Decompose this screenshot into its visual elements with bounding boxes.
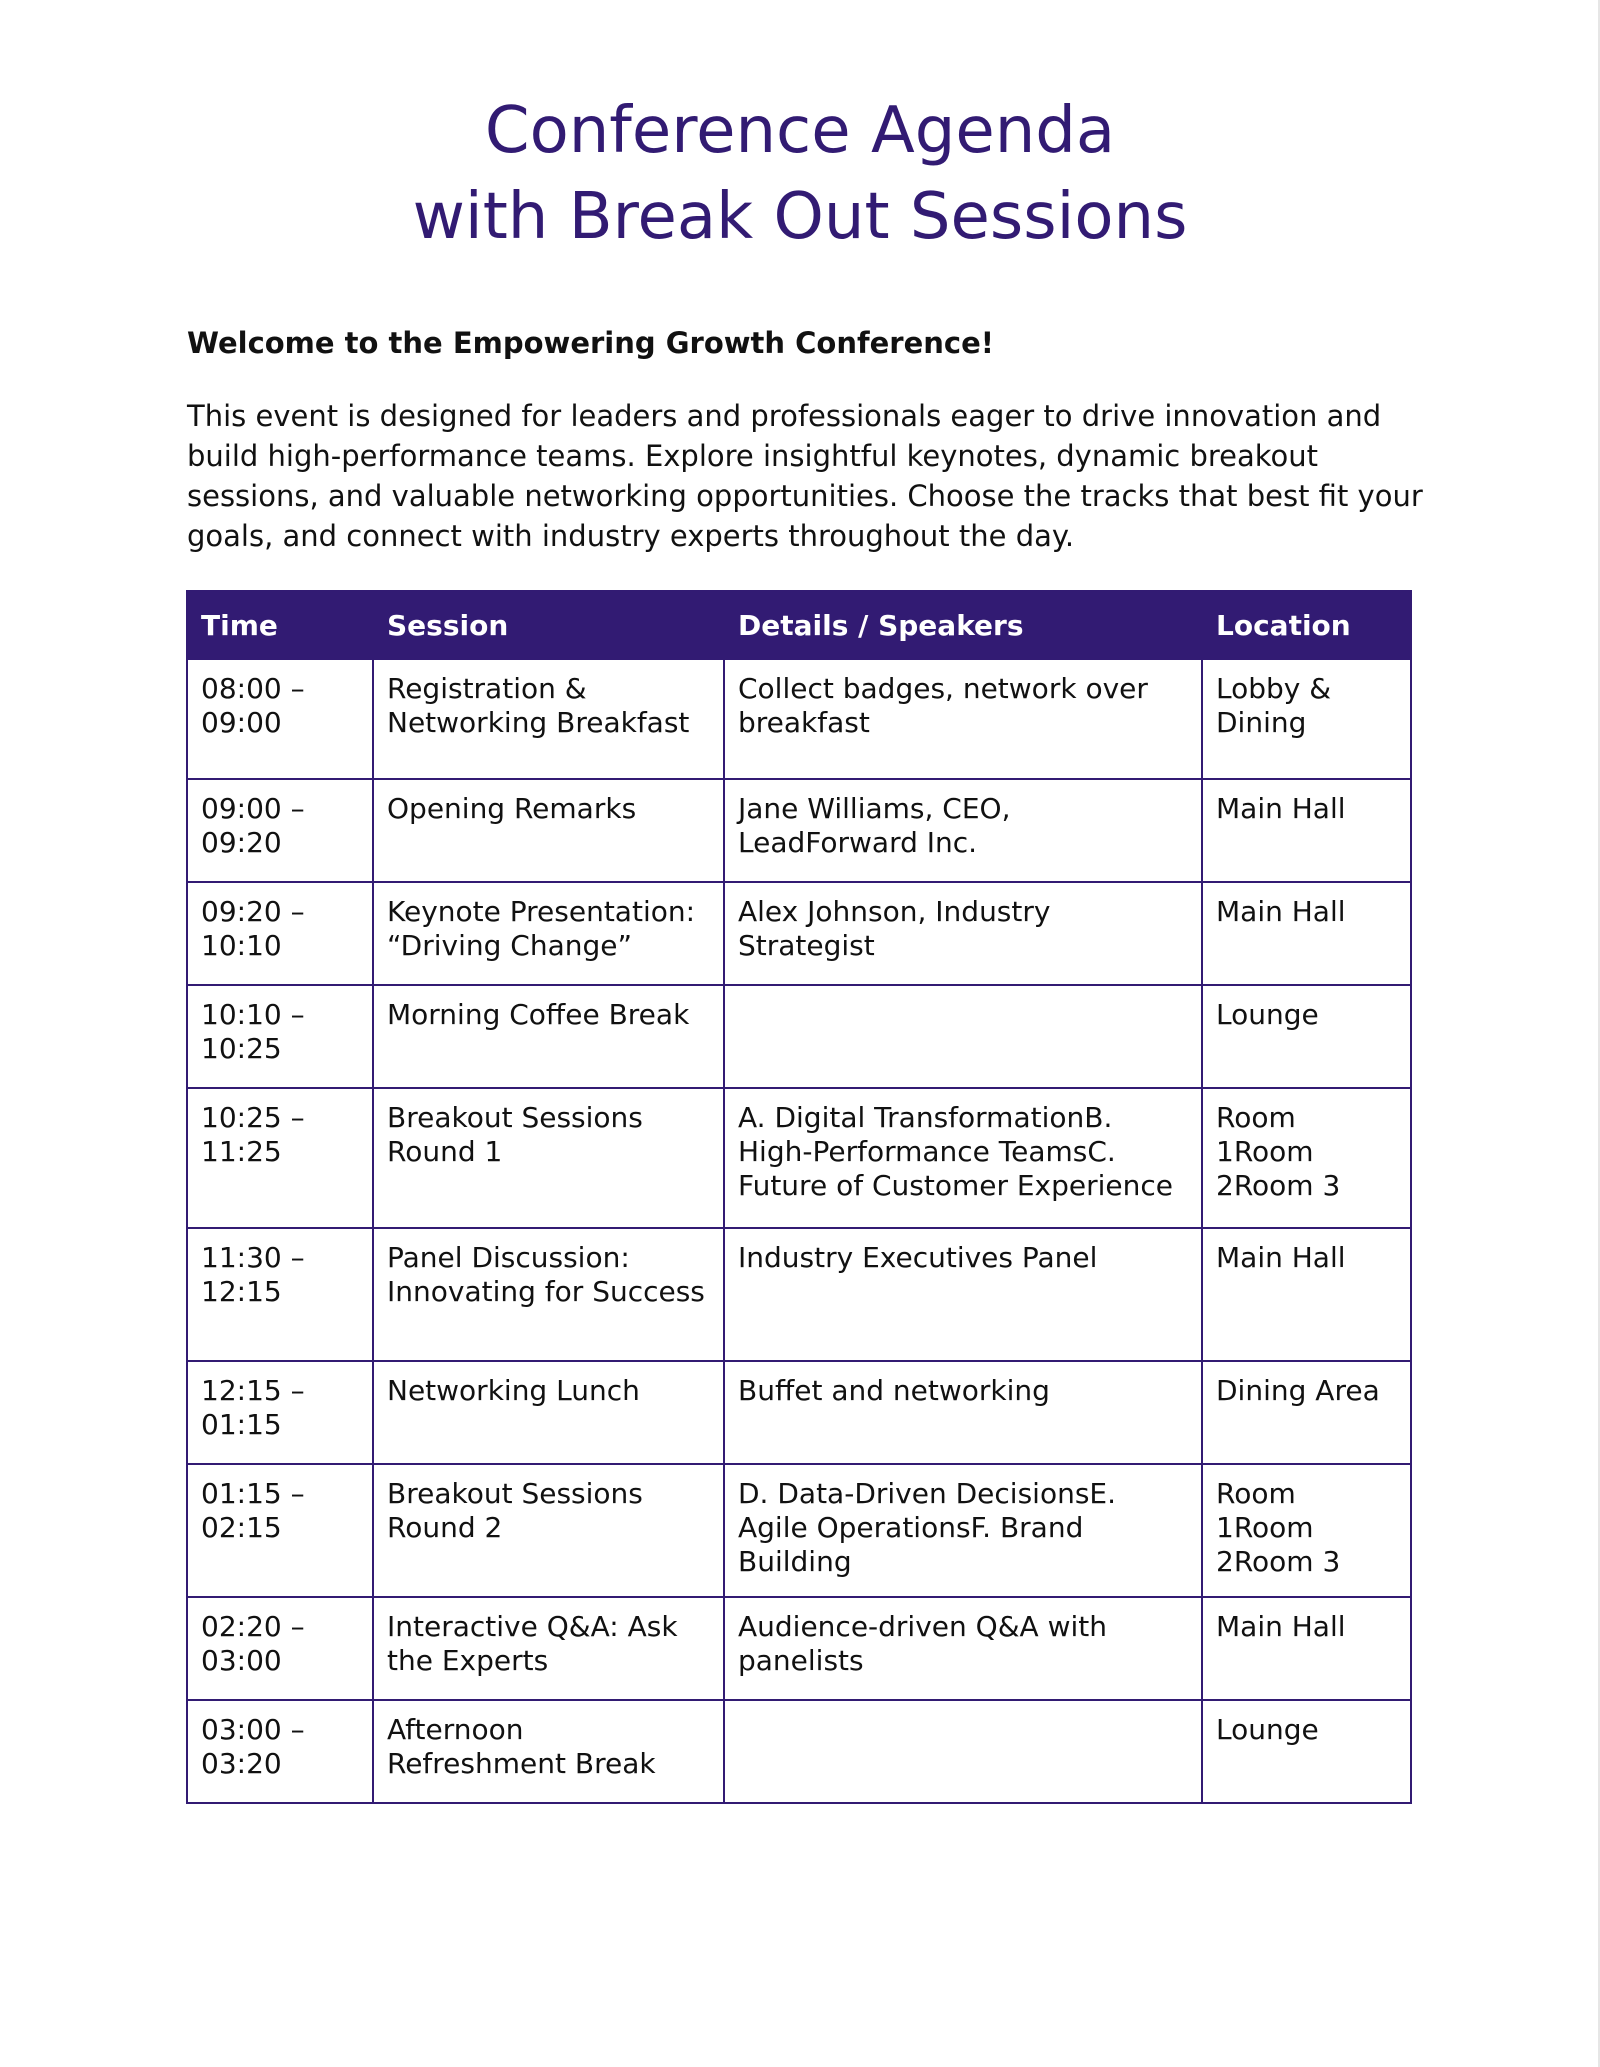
cell-time: 02:20 – 03:00 bbox=[187, 1597, 373, 1700]
cell-session: Keynote Presentation: “Driving Change” bbox=[373, 882, 724, 985]
cell-time: 08:00 – 09:00 bbox=[187, 659, 373, 779]
cell-location: Dining Area bbox=[1202, 1361, 1411, 1464]
header-session: Session bbox=[373, 591, 724, 659]
page-title bbox=[0, 88, 1600, 260]
cell-details: Alex Johnson, Industry Strategist bbox=[724, 882, 1202, 985]
title-line-1: Conference Agenda bbox=[484, 94, 1116, 168]
table-row bbox=[187, 882, 1411, 985]
cell-time: 01:15 – 02:15 bbox=[187, 1464, 373, 1597]
cell-session: Registration & Networking Breakfast bbox=[373, 659, 724, 779]
intro-paragraph: This event is designed for leaders and professionals eager to drive innovation and build high-performance teams. Explore insightful keynotes, dynamic breakout sessions, and valuable networking opportunities. Choose the tracks that best fit your goals, and connect with industry experts throughout the day. bbox=[187, 399, 1423, 553]
cell-time: 12:15 – 01:15 bbox=[187, 1361, 373, 1464]
cell-session: Afternoon Refreshment Break bbox=[373, 1700, 724, 1803]
cell-time: 10:10 – 10:25 bbox=[187, 985, 373, 1088]
cell-details: Buffet and networking bbox=[724, 1361, 1202, 1464]
cell-session: Breakout Sessions Round 1 bbox=[373, 1088, 724, 1228]
cell-time: 09:20 – 10:10 bbox=[187, 882, 373, 985]
table-row bbox=[187, 659, 1411, 779]
cell-details: Audience-driven Q&A with panelists bbox=[724, 1597, 1202, 1700]
table-row bbox=[187, 1228, 1411, 1361]
cell-session: Opening Remarks bbox=[373, 779, 724, 882]
cell-details: D. Data-Driven DecisionsE. Agile OperationsF. Brand Building bbox=[724, 1464, 1202, 1597]
cell-time: 03:00 – 03:20 bbox=[187, 1700, 373, 1803]
cell-details bbox=[724, 985, 1202, 1088]
cell-session: Morning Coffee Break bbox=[373, 985, 724, 1088]
cell-time: 09:00 – 09:20 bbox=[187, 779, 373, 882]
agenda-table bbox=[186, 590, 1412, 1804]
cell-location: Lobby & Dining bbox=[1202, 659, 1411, 779]
title-line-2: with Break Out Sessions bbox=[412, 180, 1188, 254]
cell-time: 10:25 – 11:25 bbox=[187, 1088, 373, 1228]
cell-session: Panel Discussion: Innovating for Success bbox=[373, 1228, 724, 1361]
cell-session: Breakout Sessions Round 2 bbox=[373, 1464, 724, 1597]
cell-details: A. Digital TransformationB. High-Performance TeamsC. Future of Customer Experience bbox=[724, 1088, 1202, 1228]
table-row bbox=[187, 1088, 1411, 1228]
cell-details bbox=[724, 1700, 1202, 1803]
header-location: Location bbox=[1202, 591, 1411, 659]
cell-time: 11:30 – 12:15 bbox=[187, 1228, 373, 1361]
table-row bbox=[187, 779, 1411, 882]
cell-location: Main Hall bbox=[1202, 779, 1411, 882]
cell-location: Main Hall bbox=[1202, 1228, 1411, 1361]
cell-location: Lounge bbox=[1202, 985, 1411, 1088]
cell-details: Jane Williams, CEO, LeadForward Inc. bbox=[724, 779, 1202, 882]
cell-location: Lounge bbox=[1202, 1700, 1411, 1803]
cell-location: Room 1Room 2Room 3 bbox=[1202, 1088, 1411, 1228]
cell-location: Main Hall bbox=[1202, 882, 1411, 985]
table-header-row bbox=[187, 591, 1411, 659]
cell-session: Interactive Q&A: Ask the Experts bbox=[373, 1597, 724, 1700]
header-time: Time bbox=[187, 591, 373, 659]
table-row bbox=[187, 1464, 1411, 1597]
cell-details: Collect badges, network over breakfast bbox=[724, 659, 1202, 779]
table-row bbox=[187, 1361, 1411, 1464]
table-row bbox=[187, 1700, 1411, 1803]
header-details: Details / Speakers bbox=[724, 591, 1202, 659]
cell-session: Networking Lunch bbox=[373, 1361, 724, 1464]
welcome-heading: Welcome to the Empowering Growth Conference! bbox=[187, 326, 994, 360]
cell-location: Room 1Room 2Room 3 bbox=[1202, 1464, 1411, 1597]
table-row bbox=[187, 985, 1411, 1088]
table-row bbox=[187, 1597, 1411, 1700]
cell-location: Main Hall bbox=[1202, 1597, 1411, 1700]
cell-details: Industry Executives Panel bbox=[724, 1228, 1202, 1361]
